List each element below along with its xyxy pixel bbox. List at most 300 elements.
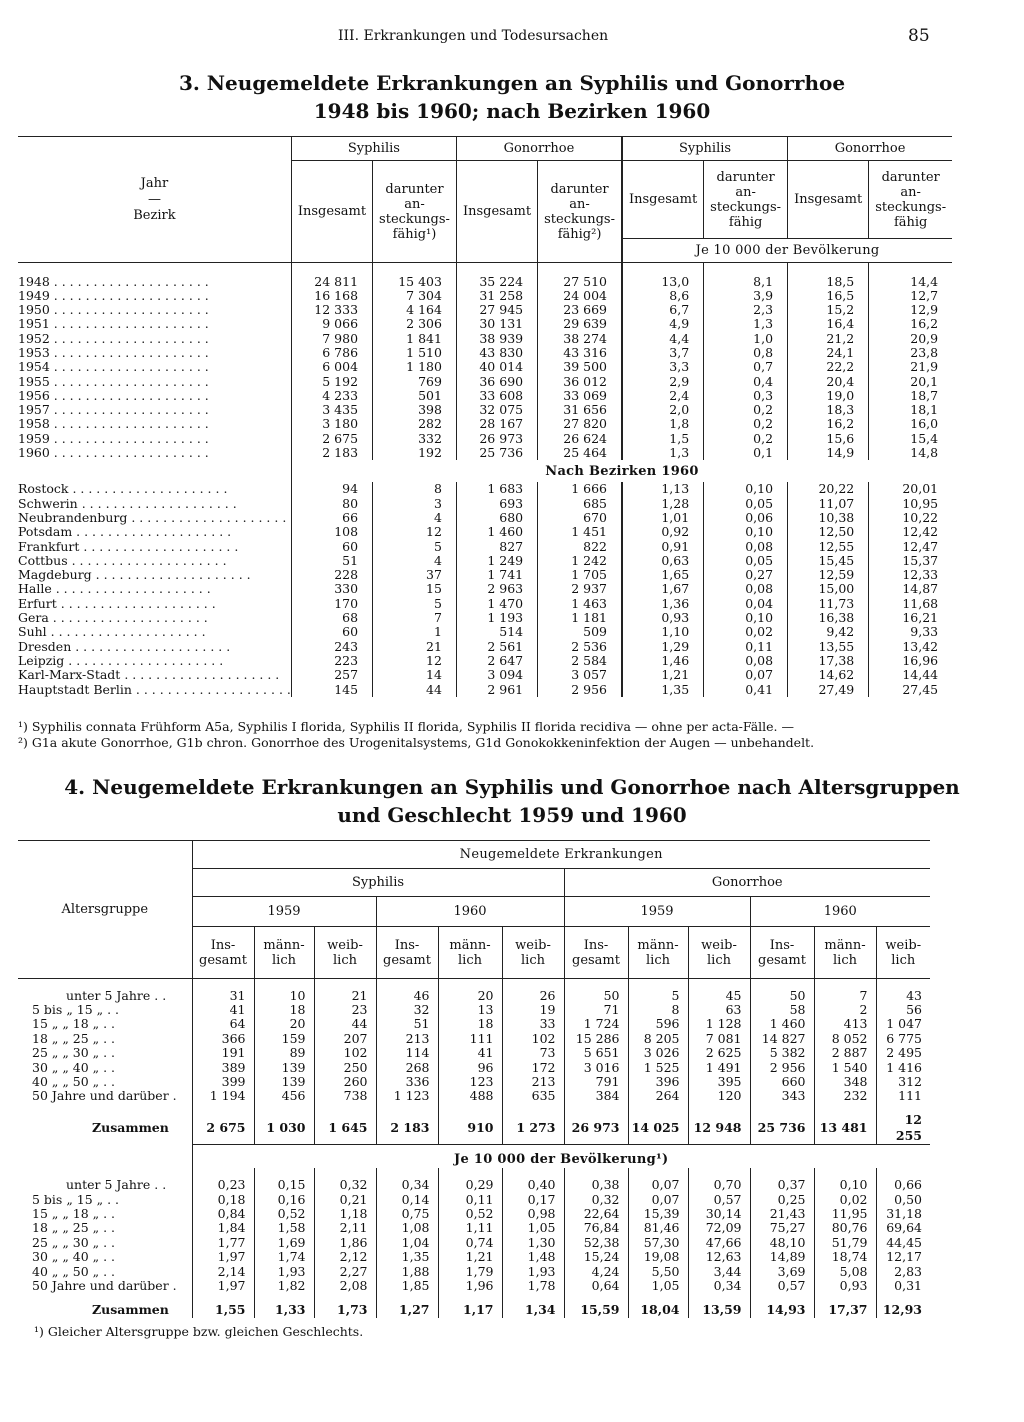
table4-rate-cell: 1,48 [502,1250,564,1264]
table4-abs-cell: 44 [314,1017,376,1031]
table3-year-cell: 23,8 [869,346,952,360]
table4-rate-row [18,1279,930,1293]
table3-year-cell: 1 841 [373,332,457,346]
table4-abs-cell: 139 [254,1061,314,1075]
table3-year-cell: 19,0 [788,389,869,403]
table4-rate-cell: 1,21 [438,1250,502,1264]
table4-rate-cell: 0,57 [688,1193,750,1207]
table4-rate-subheader-row [18,1144,930,1168]
table3-year-cell: 3 180 [291,417,372,431]
table3-bezirk-cell: 0,07 [704,668,788,682]
spacer-cell [438,979,502,989]
spacer-cell [314,1104,376,1112]
table3-group-syphilis-rate: Syphilis [622,137,788,161]
table4-rate-cell: 1,69 [254,1236,314,1250]
table4-abs-cell: 8 052 [814,1032,876,1046]
table4-rate-cell: 0,93 [814,1279,876,1293]
table3-year-row [18,446,952,460]
table4-rate-total-cell: 13,59 [688,1302,750,1318]
table4-rate-cell: 1,88 [376,1265,438,1279]
spacer-cell [814,1294,876,1302]
table4-abs-cell: 58 [750,1003,814,1017]
table4-title-line1: 4. Neugemeldete Erkrankungen an Syphilis und Gonorrhoe nach Altersgruppen [64,775,960,799]
table4-rate-total-cell: 14,93 [750,1302,814,1318]
spacer-cell [688,1104,750,1112]
table4-abs-cell: 20 [254,1017,314,1031]
table3-bezirk-row [18,582,952,596]
table3-bezirk-label: Leipzig . . . . . . . . . . . . . . . . . . . . [18,653,224,668]
table4-abs-cell: 635 [502,1089,564,1103]
table3-year-cell: 4,4 [622,332,704,346]
table3-bezirk-cell: 827 [456,540,537,554]
table4-rate-cell: 0,10 [814,1178,876,1192]
table4-abs-cell: 45 [688,989,750,1003]
table3-bezirk-cell: 0,92 [622,525,704,539]
table3-col-col-insgesamt-6: Insgesamt [788,161,869,239]
table4-abs-cell: 159 [254,1032,314,1046]
table4-rate-cell: 15,39 [628,1207,688,1221]
table4-rate-cell: 1,05 [628,1279,688,1293]
table4-abs-cell: 43 [876,989,930,1003]
table4-rate-cell: 0,18 [192,1193,254,1207]
table3-year-cell: 12,7 [869,289,952,303]
table3-year-cell: 24,1 [788,346,869,360]
table3-spacer-cell [788,263,869,275]
table4-abs-cell: 1 460 [750,1017,814,1031]
table3-bezirk-cell: 12 [373,654,457,668]
table4-col-w: weib-lich [502,927,564,979]
table4-abs-cell: 1 491 [688,1061,750,1075]
table4-abs-cell: 366 [192,1032,254,1046]
table4-abs-row [18,1046,930,1060]
table4-footnote: ¹) Gleicher Altersgruppe bzw. gleichen Geschlechts. [34,1324,364,1339]
table3-year-row [18,417,952,431]
table3-group-gonorrhoe-abs: Gonorrhoe [456,137,622,161]
table3-group-gonorrhoe-rate: Gonorrhoe [788,137,953,161]
spacer-cell [564,1294,628,1302]
table3-bezirk-cell: 670 [538,511,622,525]
leader-dots: . . . . . . . . . . . . . . . . . . . . [71,639,231,654]
table3-year-cell: 14,4 [869,275,952,289]
table3-bezirk-cell: 693 [456,497,537,511]
table3-bezirk-cell: 0,06 [704,511,788,525]
table3-year-cell: 282 [373,417,457,431]
table3-year-cell: 2,9 [622,375,704,389]
table3-bezirk-cell: 2 536 [538,640,622,654]
table3-year-cell: 16,0 [869,417,952,431]
table4-rate-cell: 52,38 [564,1236,628,1250]
table3-bezirke-subheader: Nach Bezirken 1960 [291,460,952,482]
table4-abs-cell: 384 [564,1089,628,1103]
table3-year-cell: 21,2 [788,332,869,346]
table3-year-row [18,275,952,289]
table4-rate-age-label: 25 „ „ 30 „ . . [32,1235,116,1250]
table4-col-ins: Ins-gesamt [192,927,254,979]
table4-abs-cell: 8 [628,1003,688,1017]
table4-abs-cell: 114 [376,1046,438,1060]
spacer-cell [628,1294,688,1302]
table4-rate-cell: 0,29 [438,1178,502,1192]
table4-rate-cell: 1,82 [254,1279,314,1293]
table3-bezirk-label: Schwerin . . . . . . . . . . . . . . . . . . . . [18,496,237,511]
table3-bezirk-cell: 13,42 [869,640,952,654]
table3-bezirk-cell: 1 [373,625,457,639]
spacer-cell [564,979,628,989]
table3-bezirk-cell: 2 961 [456,683,537,697]
table4-abs-cell: 2 887 [814,1046,876,1060]
table4-rate-cell: 18,74 [814,1250,876,1264]
table4-rate-cell: 1,58 [254,1221,314,1235]
table4-rate-cell: 0,31 [876,1279,930,1293]
table4-rate-cell: 1,05 [502,1221,564,1235]
table4-abs-total-cell: 2 183 [376,1112,438,1145]
table3-bezirk-cell: 13,55 [788,640,869,654]
table3-year-cell: 24 004 [538,289,622,303]
table3-year-cell: 769 [373,375,457,389]
table3-year-cell: 7 304 [373,289,457,303]
table3-bezirk-cell: 1,21 [622,668,704,682]
table4-abs-age-label: 18 „ „ 25 „ . . [32,1031,116,1046]
table3-bezirk-cell: 2 647 [456,654,537,668]
table4-rate-row [18,1265,930,1279]
table3-year-cell: 31 258 [456,289,537,303]
table4-abs-cell: 13 [438,1003,502,1017]
table4-col-w: weib-lich [876,927,930,979]
table4-rate-cell: 0,98 [502,1207,564,1221]
table3-year-label: 1954 . . . . . . . . . . . . . . . . . . . . [18,360,209,375]
leader-dots: . . . . . . . . . . . . . . . . . . . . [49,388,209,403]
table3-bezirk-cell: 16,96 [869,654,952,668]
table3-bezirk-cell: 0,08 [704,582,788,596]
table4-rate-total-cell: 18,04 [628,1302,688,1318]
table4-rate-total-label: Zusammen [92,1301,169,1317]
table3-bezirk-cell: 15,00 [788,582,869,596]
spacer-cell [628,979,688,989]
table4-abs-row [18,1032,930,1046]
table3-bezirk-cell: 1,65 [622,568,704,582]
table3-year-cell: 35 224 [456,275,537,289]
table4-rate-cell: 0,14 [376,1193,438,1207]
table4-rate-cell: 2,27 [314,1265,376,1279]
leader-dots: . . . . . . . . . . . . . . . . . . . . [79,539,239,554]
table4-rate-cell: 0,25 [750,1193,814,1207]
table4-abs-cell: 2 956 [750,1061,814,1075]
table3-year-cell: 18,5 [788,275,869,289]
table3-col-col-darunter-rate-5: darunter an-steckungs-fähig [704,161,788,239]
spacer-cell [814,1104,876,1112]
table3-year-cell: 20,1 [869,375,952,389]
table4-abs-cell: 260 [314,1075,376,1089]
table3-bezirk-cell: 80 [291,497,372,511]
table3-year-cell: 15,6 [788,432,869,446]
leader-dots: . . . . . . . . . . . . . . . . . . . . [51,582,211,597]
table3-year-cell: 1,5 [622,432,704,446]
table3-bezirk-row [18,611,952,625]
table3-bezirk-label: Dresden . . . . . . . . . . . . . . . . . . . . [18,639,231,654]
table3-year-row [18,360,952,374]
table4-abs-total-cell: 1 030 [254,1112,314,1145]
table4-rate-row [18,1221,930,1235]
table3-bezirk-cell: 37 [373,568,457,582]
table3-bezirk-cell: 1 193 [456,611,537,625]
leader-dots: . . . . . . . . . . . . . . . . . . . . [49,446,209,461]
table3-year-cell: 32 075 [456,403,537,417]
table4-rate-cell: 75,27 [750,1221,814,1235]
table3-year-cell: 8,6 [622,289,704,303]
table3-bezirk-row [18,554,952,568]
table3-bezirk-cell: 8 [373,482,457,496]
leader-dots: . . . . . . . . . . . . . . . . . . . . [72,525,232,540]
table3-bezirk-cell: 21 [373,640,457,654]
table4-abs-cell: 596 [628,1017,688,1031]
table4-rate-total-cell: 1,55 [192,1302,254,1318]
table4-rate-cell: 1,77 [192,1236,254,1250]
table3-year-cell: 16,2 [788,417,869,431]
table4-rate-cell: 31,18 [876,1207,930,1221]
table4-abs-row [18,1003,930,1017]
table3-year-cell: 30 131 [456,317,537,331]
table4-abs-cell: 123 [438,1075,502,1089]
table4-col-w: weib-lich [688,927,750,979]
table3-year-cell: 0,8 [704,346,788,360]
table3-bezirk-cell: 1 470 [456,597,537,611]
table3-bezirk-cell: 0,27 [704,568,788,582]
table3-bezirk-cell: 12,47 [869,540,952,554]
table3-year-cell: 16 168 [291,289,372,303]
table4-rate-cell: 4,24 [564,1265,628,1279]
table4-rate-cell: 0,57 [750,1279,814,1293]
table3-year-cell: 26 624 [538,432,622,446]
table4-rate-blank [18,1144,192,1168]
table3-bezirk-label: Neubrandenburg . . . . . . . . . . . . . . . . . . . . [18,510,287,525]
table3-bezirk-cell: 12,50 [788,525,869,539]
table3-year-row [18,332,952,346]
spacer-cell [314,979,376,989]
table4-rate-row [18,1236,930,1250]
table4-rate-cell: 0,15 [254,1178,314,1192]
table3-spacer-cell [456,263,537,275]
table4-abs-row [18,1017,930,1031]
leader-dots: . . . . . . . . . . . . . . . . . . . . [131,682,291,697]
table3-year-cell: 2,4 [622,389,704,403]
table4-abs-cell: 2 625 [688,1046,750,1060]
table3-spacer-cell [373,263,457,275]
table4-rate-cell: 1,08 [376,1221,438,1235]
table3-bezirk-cell: 1,13 [622,482,704,496]
table4-abs-cell: 18 [438,1017,502,1031]
table4-abs-cell: 343 [750,1089,814,1103]
table3-bezirk-row [18,540,952,554]
table3-bezirk-cell: 44 [373,683,457,697]
spacer-cell [254,1294,314,1302]
table3-year-cell: 1 510 [373,346,457,360]
table4-abs-total-cell: 1 273 [502,1112,564,1145]
table3-bezirk-cell: 1 666 [538,482,622,496]
spacer-cell [438,1294,502,1302]
table3-bezirk-label: Karl-Marx-Stadt . . . . . . . . . . . . . . . . . . . . [18,668,280,683]
table3-bezirk-cell: 10,95 [869,497,952,511]
table4-abs-total-cell: 2 675 [192,1112,254,1145]
table4-rate-cell: 2,08 [314,1279,376,1293]
table3-year-cell: 13,0 [622,275,704,289]
table4-rate-cell: 0,52 [254,1207,314,1221]
table4-rate-cell: 1,30 [502,1236,564,1250]
table3-bezirk-cell: 3 [373,497,457,511]
table3-year-label: 1953 . . . . . . . . . . . . . . . . . . . . [18,345,209,360]
table3-spacer-cell [622,263,704,275]
table4-abs-cell: 56 [876,1003,930,1017]
table4-abs-cell: 395 [688,1075,750,1089]
table4-abs-cell: 46 [376,989,438,1003]
table4-abs-cell: 41 [192,1003,254,1017]
spacer-cell [254,1104,314,1112]
table3-year-cell: 2,0 [622,403,704,417]
table3-year-row [18,289,952,303]
table3-year-cell: 501 [373,389,457,403]
table3-bezirk-cell: 2 963 [456,582,537,596]
table3-bezirk-row [18,482,952,496]
table3-bezirk-cell: 1,01 [622,511,704,525]
table3-year-cell: 192 [373,446,457,460]
table4-abs-cell: 3 016 [564,1061,628,1075]
table3-bezirk-cell: 1,36 [622,597,704,611]
spacer-cell [192,1294,254,1302]
table4-rate-cell: 1,04 [376,1236,438,1250]
table3-year-label: 1952 . . . . . . . . . . . . . . . . . . . . [18,331,209,346]
table3-year-cell: 16,2 [869,317,952,331]
table3-year-row [18,375,952,389]
table4-rate-total-cell: 1,17 [438,1302,502,1318]
table4-abs-cell: 71 [564,1003,628,1017]
spacer-cell [438,1104,502,1112]
table3-year-cell: 12,9 [869,303,952,317]
table3-stub-header-stub-header2: Bezirk [133,207,176,223]
table3-group-syphilis-abs: Syphilis [291,137,456,161]
table3-bezirk-cell: 14,44 [869,668,952,682]
table4-rate-cell: 1,84 [192,1221,254,1235]
table4-abs-cell: 20 [438,989,502,1003]
table3-title-line2: 1948 bis 1960; nach Bezirken 1960 [313,99,711,123]
table4-rate-row [18,1193,930,1207]
table4-rate-cell: 81,46 [628,1221,688,1235]
spacer-cell [18,979,192,989]
table3-bezirk-cell: 9,42 [788,625,869,639]
table4-abs-cell: 10 [254,989,314,1003]
table3-bezirk-cell: 11,73 [788,597,869,611]
table4 [18,840,930,1318]
table4-rate-cell: 0,32 [564,1193,628,1207]
table3-bezirk-row [18,525,952,539]
table4-rate-total-cell: 1,73 [314,1302,376,1318]
table3-bezirk-row [18,568,952,582]
table4-abs-age-label: unter 5 Jahre . . [66,988,167,1003]
table3-year-cell: 15,2 [788,303,869,317]
table3-bezirk-cell: 1 242 [538,554,622,568]
table3-bezirk-cell: 0,08 [704,540,788,554]
table4-rate-cell: 48,10 [750,1236,814,1250]
table4-rate-cell: 76,84 [564,1221,628,1235]
table4-rate-cell: 3,44 [688,1265,750,1279]
leader-dots: . . . . . . . . . . . . . . . . . . . . [120,668,280,683]
table3-year-cell: 3,3 [622,360,704,374]
table3-year-row [18,389,952,403]
table3-col-col-darunter-syph-1: darunter an-steckungs-fähig¹) [373,161,457,263]
spacer-cell [254,979,314,989]
table3-bezirk-cell: 14,87 [869,582,952,596]
table3-bezirk-cell: 0,04 [704,597,788,611]
table4-rate-total-row [18,1302,930,1318]
table3-bezirk-cell: 12,42 [869,525,952,539]
table4-rate-cell: 0,74 [438,1236,502,1250]
table4-abs-cell: 791 [564,1075,628,1089]
table3-year-label: 1958 . . . . . . . . . . . . . . . . . . . . [18,417,209,432]
table4-rate-cell: 1,35 [376,1250,438,1264]
table4-rate-cell: 2,11 [314,1221,376,1235]
table3-year-cell: 3,9 [704,289,788,303]
table3-col-col-darunter-rate-7: darunter an-steckungs-fähig [869,161,952,239]
table3-year-cell: 0,2 [704,417,788,431]
table3-bezirk-label: Halle . . . . . . . . . . . . . . . . . . . . [18,582,211,597]
table4-abs-total-cell: 12 255 [876,1112,930,1145]
table3-bezirk-cell: 1 181 [538,611,622,625]
leader-dots: . . . . . . . . . . . . . . . . . . . . [46,625,206,640]
table3-spacer-cell [538,263,622,275]
table3-bezirk-cell: 20,22 [788,482,869,496]
table3-bezirk-cell: 27,45 [869,683,952,697]
table3-year-cell: 18,3 [788,403,869,417]
table4-rate-cell: 0,34 [688,1279,750,1293]
table3-stub-header [18,137,291,263]
table4-abs-cell: 1 194 [192,1089,254,1103]
table4-group-syphilis: Syphilis [192,869,564,897]
table4-abs-cell: 250 [314,1061,376,1075]
table4-rate-cell: 2,14 [192,1265,254,1279]
table3-bezirk-cell: 1,67 [622,582,704,596]
table4-rate-cell: 21,43 [750,1207,814,1221]
spacer-cell [688,1294,750,1302]
spacer-cell [750,1104,814,1112]
table3-bezirk-cell: 514 [456,625,537,639]
table4-abs-cell: 111 [438,1032,502,1046]
table3-bezirk-cell: 243 [291,640,372,654]
table4-abs-cell: 213 [502,1075,564,1089]
table4-abs-total-cell: 910 [438,1112,502,1145]
table4-abs-cell: 14 827 [750,1032,814,1046]
table3 [18,136,952,697]
table3-bezirk-cell: 0,05 [704,554,788,568]
table3-bezirk-cell: 10,22 [869,511,952,525]
table3-bezirk-cell: 0,93 [622,611,704,625]
table3-spacer-cell [704,263,788,275]
table4-abs-cell: 389 [192,1061,254,1075]
table4-year-1960: 1960 [376,897,564,927]
table4-top-header: Neugemeldete Erkrankungen [192,841,930,869]
table4-rate-age-label: 40 „ „ 50 „ . . [32,1264,116,1279]
table4-rate-cell: 0,32 [314,1178,376,1192]
table3-bezirk-cell: 228 [291,568,372,582]
table3-bezirk-cell: 11,68 [869,597,952,611]
table4-abs-total-cell: 14 025 [628,1112,688,1145]
table4-rate-cell: 30,14 [688,1207,750,1221]
table3-col-col-insgesamt-2: Insgesamt [456,161,537,263]
table4-rate-cell: 0,84 [192,1207,254,1221]
table3-bezirk-label: Erfurt . . . . . . . . . . . . . . . . . . . . [18,596,216,611]
table3-bezirk-cell: 4 [373,511,457,525]
table4-abs-cell: 102 [502,1032,564,1046]
spacer-cell [376,1294,438,1302]
table3-bezirk-label: Rostock . . . . . . . . . . . . . . . . . . . . [18,482,228,497]
table4-rate-cell: 69,64 [876,1221,930,1235]
